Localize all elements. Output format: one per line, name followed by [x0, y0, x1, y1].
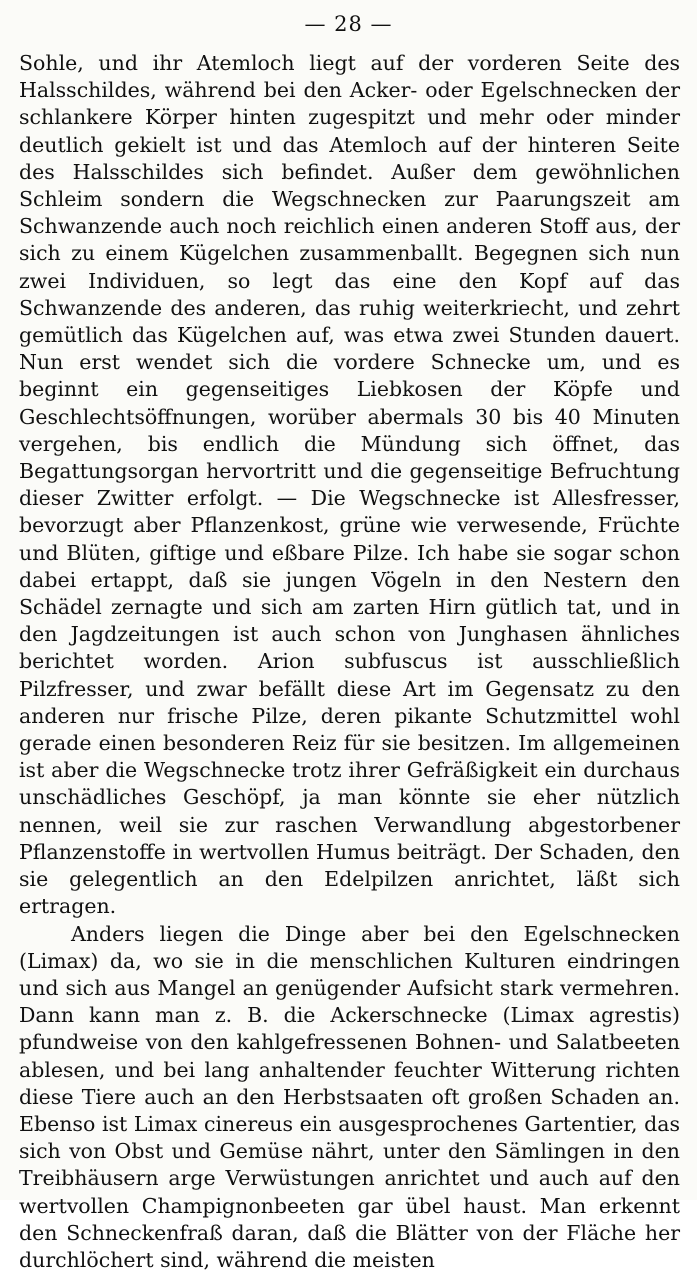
paragraph-1: Sohle, und ihr Atemloch liegt auf der vorderen Seite des Halsschildes, während bei den Acker- oder Egelschnecken der schlankere Körper hinten zugespitzt und mehr oder minder deutlich gekielt ist und das Atemloch auf der hinteren Seite des Halsschildes sich befindet. Außer dem gewöhnlichen Schleim sondern die Wegschnecken zur Paarungszeit am Schwanzende auch noch reichlich einen anderen Stoff aus, der sich zu einem Kügelchen zusammenballt. Begegnen sich nun zwei Individuen, so legt das eine den Kopf auf das Schwanzende des anderen, das ruhig weiterkriecht, und zehrt gemütlich das Kügelchen auf, was etwa zwei Stunden dauert. Nun erst wendet sich die vordere Schnecke um, und es beginnt ein gegenseitiges Liebkosen der Köpfe und Geschlechtsöffnungen, worüber abermals 30 bis 40 Minuten vergehen, bis endlich die Mündung sich öffnet, das Begattungsorgan hervortritt und die gegenseitige Befruchtung dieser Zwitter erfolgt. — Die Wegschnecke ist Allesfresser, bevorzugt aber Pflanzenkost, grüne wie verwesende, Früchte und Blüten, giftige und eßbare Pilze. Ich habe sie sogar schon dabei ertappt, daß sie jungen Vögeln in den Nestern den Schädel zernagte und sich am zarten Hirn gütlich tat, und in den Jagdzeitungen ist auch schon von Junghasen ähnliches berichtet worden. Arion subfuscus ist ausschließlich Pilzfresser, und zwar befällt diese Art im Gegensatz zu den anderen nur frische Pilze, deren pikante Schutzmittel wohl gerade einen besonderen Reiz für sie besitzen. Im allgemeinen ist aber die Wegschnecke trotz ihrer Gefräßigkeit ein durchaus unschädliches Geschöpf, ja man könnte sie eher nützlich nennen, weil sie zur raschen Verwandlung abgestorbener Pflanzenstoffe in wertvollen Humus beiträgt. Der Schaden, den sie gelegentlich an den Edelpilzen anrichtet, läßt sich ertragen.: [19, 50, 680, 921]
paragraph-2: Anders liegen die Dinge aber bei den Egelschnecken (Limax) da, wo sie in die menschlichen Kulturen eindringen und sich aus Mangel an genügender Aufsicht stark vermehren. Dann kann man z. B. die Ackerschnecke (Limax agrestis) pfundweise von den kahlgefressenen Bohnen- und Salatbeeten ablesen, und bei lang anhaltender feuchter Witterung richten diese Tiere auch an den Herbstsaaten oft großen Schaden an. Ebenso ist Limax cinereus ein ausgesprochenes Gartentier, das sich von Obst und Gemüse nährt, unter den Sämlingen in den Treibhäusern arge Verwüstungen anrichtet und auch auf den wertvollen Champignonbeeten gar übel haust. Man erkennt den Schneckenfraß daran, daß die Blätter von der Fläche her durchlöchert sind, während die meisten: [19, 921, 680, 1274]
body-text: [19, 50, 680, 1274]
page-number: — 28 —: [0, 12, 697, 36]
